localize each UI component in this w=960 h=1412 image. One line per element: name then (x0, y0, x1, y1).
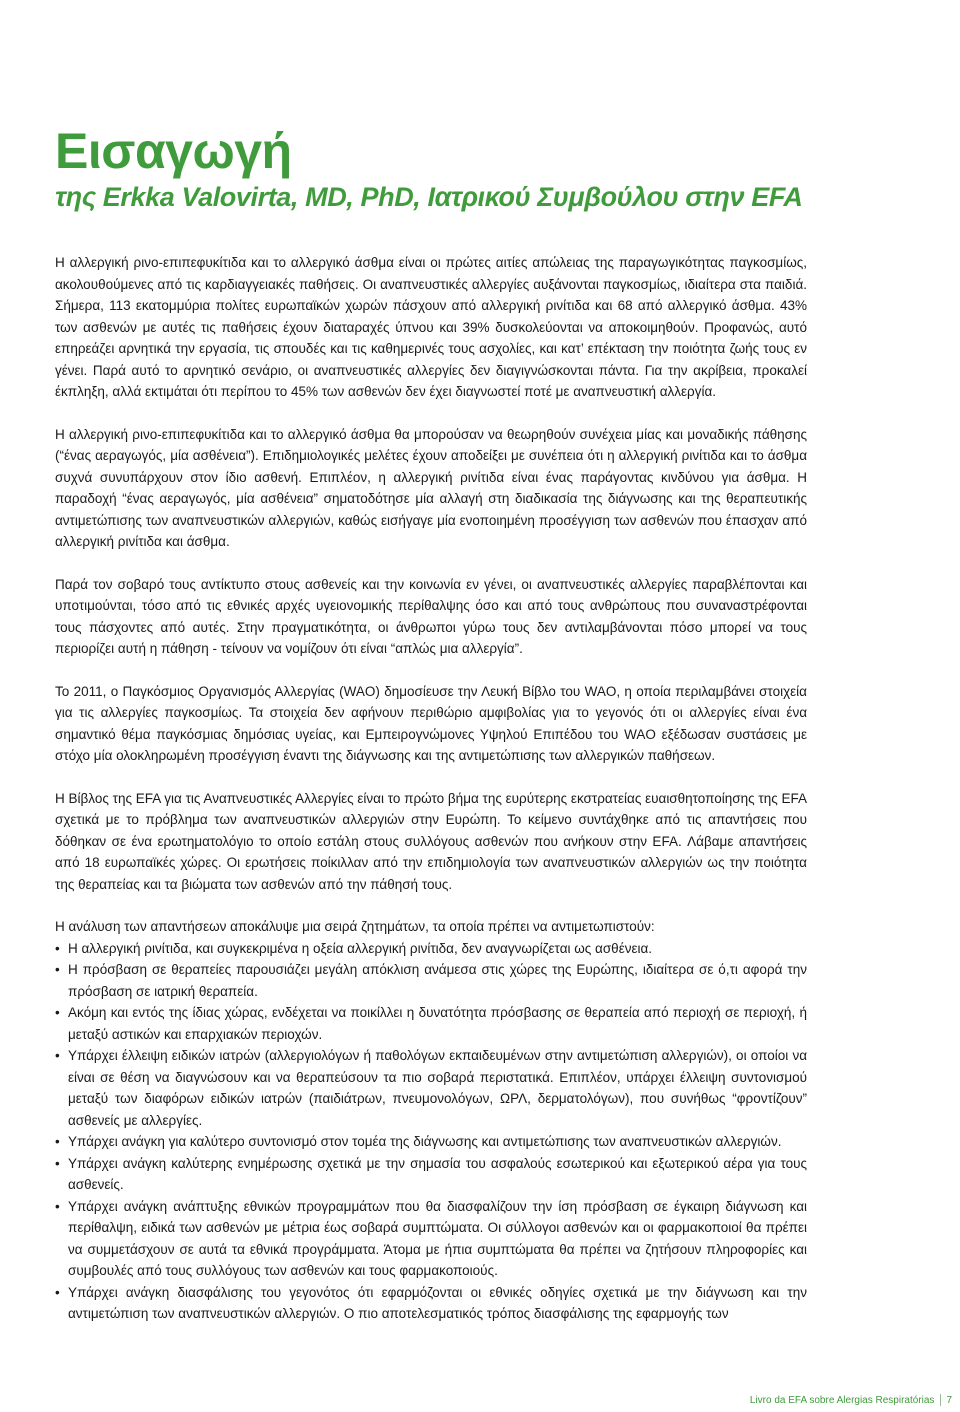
paragraph: Παρά τον σοβαρό τους αντίκτυπο στους ασθενείς και την κοινωνία εν γένει, οι αναπνευστικές αλλεργίες παραβλέπονται και υποτιμούνται, τόσο από τις εθνικές αρχές υγειονομικής περίθαλψης όσο και από τους ανθρώπους που συναναστρέφονται τους πάσχοντες από αυτές. Στην πραγματικότητα, οι άνθρωποι γύρω τους δεν αντιλαμβάνονται πόσο μπορεί να τους περιορίζει αυτή η πάθηση - τείνουν να νομίζουν ότι είναι “απλώς μια αλλεργία”. (55, 576, 807, 656)
list-intro: Η ανάλυση των απαντήσεων αποκάλυψε μια σειρά ζητημάτων, τα οποία πρέπει να αντιμετωπιστούν: (55, 919, 655, 934)
body-text (55, 252, 807, 1325)
page-footer (750, 1394, 952, 1406)
list-item: • Η πρόσβαση σε θεραπείες παρουσιάζει μεγάλη απόκλιση ανάμεσα στις χώρες της Ευρώπης, ιδιαίτερα σε ό,τι αφορά την πρόσβαση σε ιατρική θεραπεία. (55, 959, 807, 1002)
footer-divider (940, 1394, 941, 1406)
list-item: • Η αλλεργική ρινίτιδα, και συγκεκριμένα η οξεία αλλεργική ρινίτιδα, δεν αναγνωρίζεται ως ασθένεια. (55, 938, 807, 960)
main-content (55, 124, 807, 1325)
issues-list (55, 938, 807, 1325)
footer-title: Livro da EFA sobre Alergias Respiratórias (749, 1394, 935, 1406)
paragraph: Η αλλεργική ρινο-επιπεφυκίτιδα και το αλλεργικό άσθμα θα μπορούσαν να θεωρηθούν συνέχεια μίας και μοναδικής πάθησης (“ένας αεραγωγός, μία ασθένεια”). Επιδημιολογικές μελέτες έχουν αποδείξει με συνέπεια ότι η αλλεργική ρινίτιδα και το άσθμα συχνά συνυπάρχουν στον ίδιο ασθενή. Επιπλέον, η αλλεργική ρινίτιδα είναι ένας παράγοντας κινδύνου για άσθμα. Η παραδοχή “ένας αεραγωγός, μία ασθένεια” σηματοδότησε μία αλλαγή στη διαδικασία της διάγνωσης και της θεραπευτικής αντιμετώπισης των αναπνευστικών αλλεργιών, καθώς εισήγαγε μία ενοποιημένη προσέγγιση των ασθενών που έπασχαν από αλλεργική ρινίτιδα και άσθμα. (55, 426, 807, 549)
list-item: • Ακόμη και εντός της ίδιας χώρας, ενδέχεται να ποικίλλει η δυνατότητα πρόσβασης σε θεραπεία από περιοχή σε περιοχή, ή μεταξύ αστικών και επαρχιακών περιοχών. (55, 1002, 807, 1045)
list-item: • Υπάρχει ανάγκη για καλύτερο συντονισμό στον τομέα της διάγνωσης και αντιμετώπισης των αναπνευστικών αλλεργιών. (55, 1131, 807, 1153)
page-number: 7 (946, 1394, 952, 1406)
page-title: Εισαγωγή (55, 123, 292, 179)
list-item: • Υπάρχει ανάγκη καλύτερης ενημέρωσης σχετικά με την σημασία του ασφαλούς εσωτερικού και εξωτερικού αέρα για τους ασθενείς. (55, 1153, 807, 1196)
list-item: • Υπάρχει ανάγκη ανάπτυξης εθνικών προγραμμάτων που θα διασφαλίζουν την ίση πρόσβαση σε έγκαιρη διάγνωση και περίθαλψη, ειδικά των ασθενών με μέτρια έως σοβαρά συμπτώματα. Οι σύλλογοι ασθενών και οι φαρμακοποιοί θα πρέπει να συμμετάσχουν σε αυτά τα εθνικά προγράμματα. Άτομα με ήπια συμπτώματα θα πρέπει να ζητήσουν πληροφορίες και συμβουλές από τους συλλόγους των ασθενών και τους φαρμακοποιούς. (55, 1196, 807, 1282)
page-subtitle: της Erkka Valovirta, MD, PhD, Ιατρικού Συμβούλου στην EFA (55, 182, 803, 212)
paragraph: Το 2011, ο Παγκόσμιος Οργανισμός Αλλεργίας (WAO) δημοσίευσε την Λευκή Βίβλο του WAO, η οποία περιλαμβάνει στοιχεία για τις αλλεργίες παγκοσμίως. Τα στοιχεία δεν αφήνουν περιθώριο αμφιβολίας για το γεγονός ότι οι αλλεργίες είναι ένα σημαντικό θέμα παγκόσμιας δημόσιας υγείας, και Εμπειρογνώμονες Υψηλού Επιπέδου του WAO εξέδωσαν συστάσεις με στόχο μία ολοκληρωμένη προσέγγιση έναντι της διάγνωσης και της αντιμετώπισης των αλλεργικών παθήσεων. (55, 683, 807, 763)
list-item: • Υπάρχει έλλειψη ειδικών ιατρών (αλλεργιολόγων ή παθολόγων εκπαιδευμένων στην αντιμετώπιση αλλεργιών), οι οποίοι να είναι σε θέση να διαγνώσουν και να θεραπεύσουν τα πιο σοβαρά περιστατικά. Επιπλέον, υπάρχει έλλειψη συντονισμού μεταξύ των διαφόρων ειδικών ιατρών (παιδιάτρων, πνευμονολόγων, ΩΡΛ, δερματολόγων), που συνήθως “φροντίζουν” ασθενείς με αλλεργίες. (55, 1045, 807, 1131)
list-item: • Υπάρχει ανάγκη διασφάλισης του γεγονότος ότι εφαρμόζονται οι εθνικές οδηγίες σχετικά με την διάγνωση και την αντιμετώπιση των αναπνευστικών αλλεργιών. Ο πιο αποτελεσματικός τρόπος διασφάλισης της εφαρμογής των (55, 1282, 807, 1325)
paragraph: Η Βίβλος της EFA για τις Αναπνευστικές Αλλεργίες είναι το πρώτο βήμα της ευρύτερης εκστρατείας ευαισθητοποίησης της EFA σχετικά με το πρόβλημα των αναπνευστικών αλλεργιών στην Ευρώπη. Το κείμενο συντάχθηκε από τις απαντήσεις που δόθηκαν σε ένα ερωτηματολόγιο το οποίο εστάλη στους συλλόγους ασθενών που ανήκουν στην EFA. Λάβαμε απαντήσεις από 18 ευρωπαϊκές χώρες. Οι ερωτήσεις ποίκιλλαν από την επιδημιολογία των αναπνευστικών αλλεργιών ως την ποιότητα της θεραπείας και τα βιώματα των ασθενών από την πάθησή τους. (55, 790, 807, 892)
paragraph: Η αλλεργική ρινο-επιπεφυκίτιδα και το αλλεργικό άσθμα είναι οι πρώτες αιτίες απώλειας της παραγωγικότητας παγκοσμίως, ακολουθούμενες από τις καρδιαγγειακές παθήσεις. Οι αναπνευστικές αλλεργίες αυξάνονται παγκοσμίως, ιδιαίτερα στα παιδιά. Σήμερα, 113 εκατομμύρια πολίτες ευρωπαϊκών χωρών πάσχουν από αλλεργική ρινίτιδα και 68 από αλλεργικό άσθμα. 43% των ασθενών με αυτές τις παθήσεις έχουν διαταραχές ύπνου και 39% δυσκολεύονται να αποκοιμηθούν. Προφανώς, αυτό επηρεάζει αρνητικά την εργασία, τις σπουδές και τις καθημερινές τους ασχολίες, και κατ’ επέκταση την ποιότητα ζωής τους εν γένει. Παρά αυτό το αρνητικό σενάριο, οι αναπνευστικές αλλεργίες δεν διαγιγνώσκονται πάντα. Για την ακρίβεια, προκαλεί έκπληξη, αλλά εκτιμάται ότι περίπου το 45% των ασθενών δεν έχει διαγνωστεί ποτέ με αναπνευστική αλλεργία. (55, 255, 807, 399)
